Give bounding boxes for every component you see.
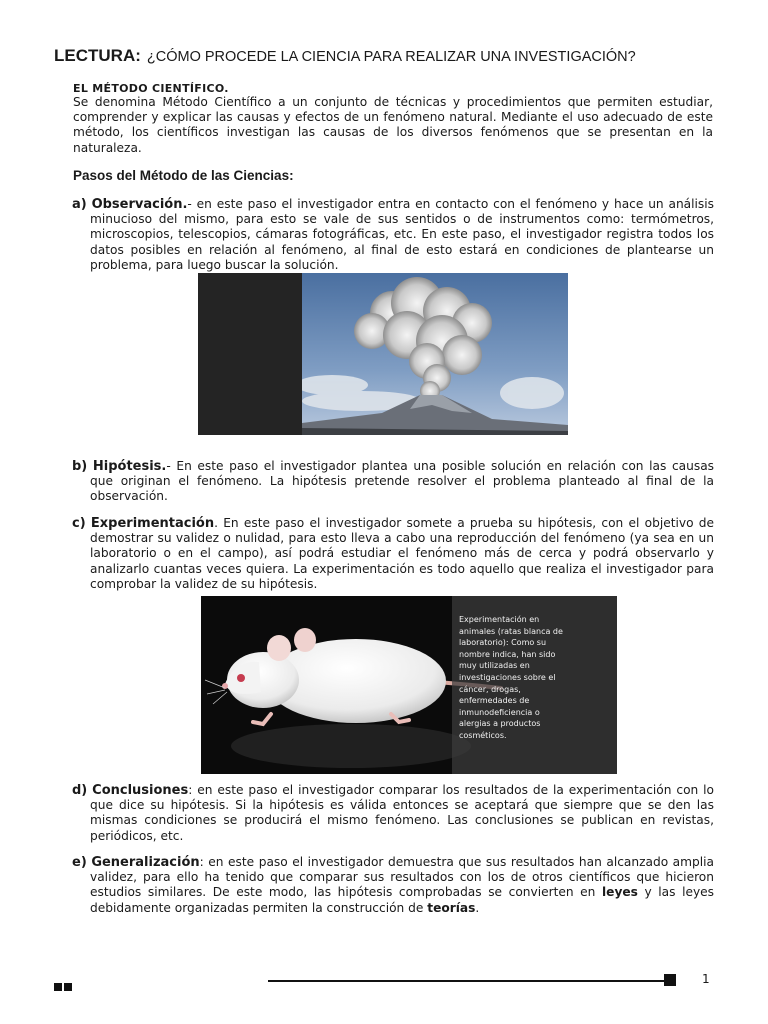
step-paragraph <box>72 197 714 273</box>
footer-square <box>54 983 62 991</box>
step-letter: c) <box>72 516 86 531</box>
step-name: Generalización <box>91 855 200 870</box>
intro-paragraph: Se denomina Método Científico a un conjunto de técnicas y procedimientos que permiten estudiar, comprender y explicar las causas y efectos de un fenómeno natural. Mediante el uso adecuado de este método, los científicos investigan las causas de los diversos fenómenos que se presentan en la naturaleza. <box>73 95 713 155</box>
step-paragraph <box>72 783 714 844</box>
step-name: Experimentación <box>90 516 215 531</box>
step-paragraph <box>72 459 714 505</box>
step-experimentacion <box>72 516 714 592</box>
title-question: ¿CÓMO PROCEDE LA CIENCIA PARA REALIZAR UNA INVESTIGACIÓN? <box>146 49 636 65</box>
rat-figure <box>201 596 617 774</box>
step-name: Observación. <box>91 197 188 212</box>
step-name: Conclusiones <box>92 783 189 798</box>
step-conclusiones <box>72 783 714 844</box>
footer-square <box>64 983 72 991</box>
step-letter: a) <box>72 197 87 212</box>
section-label: EL MÉTODO CIENTÍFICO. <box>73 82 229 95</box>
step-letter: b) <box>72 459 88 474</box>
term-leyes: leyes <box>602 885 638 900</box>
title-label: LECTURA: <box>54 46 141 65</box>
volcano-figure <box>198 273 568 435</box>
step-text: . En este paso el investigador somete a prueba su hipótesis, con el objetivo de demostrar su validez o nulidad, para esto lleva a cabo una reproducción del fenómeno (ya sea en un laboratorio o en el campo), así podrá estudiar el fenómeno más de cerca y podrá observarlo y analizarlo cuantas veces quiera. La experimentación es todo aquello que realiza el investigador para comprobar la validez de su hipótesis. <box>90 516 715 591</box>
steps-heading: Pasos del Método de las Ciencias: <box>73 168 294 183</box>
step-text: - en este paso el investigador entra en contacto con el fenómeno y hace un análisis minucioso del mismo, para esto se vale de sus sentidos o de instrumentos como: termómetros, microscopios, telescopios, cámaras fotográficas, etc. En este paso, el investigador registra todos los datos posibles en relación al fenómeno, al final de esto estará en condiciones de plantearse un problema, para luego buscar la solución. <box>90 197 714 272</box>
step-text: : en este paso el investigador demuestra que sus resultados han alcanzado amplia validez, para ello ha tenido que comparar sus resultados con los de otros científicos que hicieron estudios similares. De este modo, las hipótesis comprobadas se convierten en <box>90 855 715 900</box>
page-title <box>54 46 734 66</box>
step-paragraph <box>72 855 714 916</box>
step-paragraph <box>72 516 714 592</box>
rat-caption: Experimentación en animales (ratas blanca de laboratorio): Como su nombre indica, han sido muy utilizadas en investigaciones sobre el cáncer, drogas, enfermedades de inmunodeficiencia o alergias a productos cosméticos. <box>459 615 563 740</box>
footer-squares <box>54 976 74 995</box>
volcano-caption-box <box>198 273 302 435</box>
footer-end-square <box>664 974 676 986</box>
step-generalizacion <box>72 855 714 916</box>
step-letter: d) <box>72 783 88 798</box>
footer-rule <box>268 980 668 982</box>
step-letter: e) <box>72 855 87 870</box>
step-text: : en este paso el investigador comparar los resultados de la experimentación con lo que dice su hipótesis. Si la hipótesis es válida entonces se aceptará que siempre que se den las mismas condiciones se producirá el mismo fenómeno. Las conclusiones se publican en revistas, periódicos, etc. <box>90 783 714 843</box>
page-number: 1 <box>702 972 710 986</box>
step-hipotesis <box>72 459 714 505</box>
step-text: - En este paso el investigador plantea una posible solución en relación con las causas que originan el fenómeno. La hipótesis pretende resolver el problema planteado al final de la observación. <box>90 459 715 504</box>
step-name: Hipótesis. <box>92 459 167 474</box>
step-text: . <box>475 900 480 915</box>
step-text: y las leyes debidamente organizadas permiten la construcción de <box>90 885 715 915</box>
step-observacion <box>72 197 714 273</box>
volcano-image <box>302 273 568 435</box>
term-teorias: teorías <box>427 900 476 915</box>
